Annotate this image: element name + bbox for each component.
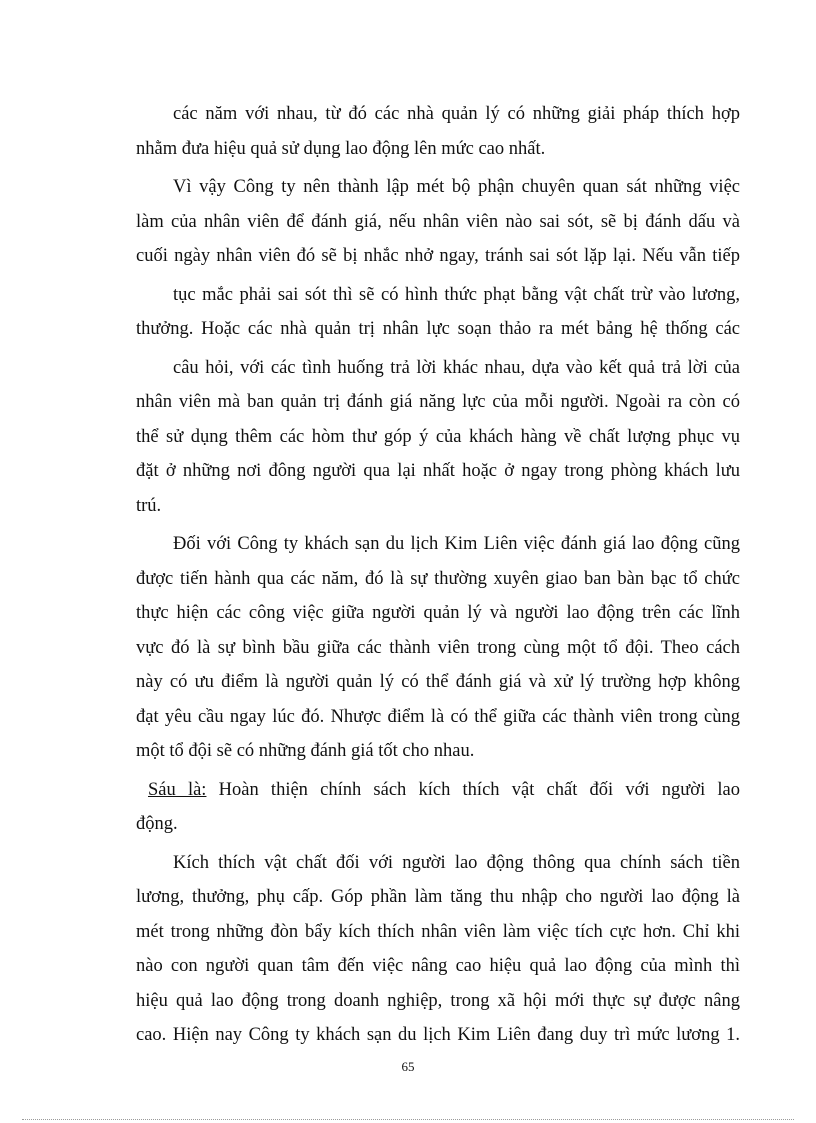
text-line: cuối ngày nhân viên đó sẽ bị nhắc nhở ngay, tránh sai sót lặp lại. Nếu vẫn tiếp <box>136 246 740 266</box>
text-line: lương, thưởng, phụ cấp. Góp phần làm tăng thu nhập cho người lao động là <box>136 887 740 907</box>
text-line: thể sử dụng thêm các hòm thư góp ý của khách hàng về chất lượng phục vụ <box>136 426 740 447</box>
text-line: làm của nhân viên để đánh giá, nếu nhân viên nào sai sót, sẽ bị đánh dấu và <box>136 211 740 232</box>
text-line: câu hỏi, với các tình huống trả lời khác nhau, dựa vào kết quả trả lời của <box>173 357 740 378</box>
text-line: nào con người quan tâm đến việc nâng cao hiệu quả lao động của mình thì <box>136 956 740 976</box>
page-number: 65 <box>401 1059 415 1074</box>
text-line: nhân viên mà ban quản trị đánh giá năng lực của mỗi người. Ngoài ra còn có <box>136 392 740 412</box>
text-line: hiệu quả lao động trong doanh nghiệp, trong xã hội mới thực sự được nâng <box>136 990 740 1011</box>
text-line: đặt ở những nơi đông người qua lại nhất hoặc ở ngay trong phòng khách lưu <box>136 461 740 481</box>
text-line: động. <box>136 814 178 834</box>
text-line: thực hiện các công việc giữa người quản lý và người lao động trên các lĩnh <box>136 603 740 623</box>
text-line: Kích thích vật chất đối với người lao động thông qua chính sách tiền <box>173 852 740 873</box>
footer-divider <box>22 1119 794 1120</box>
text-line: Vì vậy Công ty nên thành lập mét bộ phận chuyên quan sát những việc <box>173 177 740 197</box>
heading-line <box>136 773 740 808</box>
body-text <box>136 97 740 1053</box>
text-line: thưởng. Hoặc các nhà quản trị nhân lực soạn thảo ra mét bảng hệ thống các <box>136 319 740 339</box>
heading-label: Sáu là: <box>148 779 207 800</box>
text-line: được tiến hành qua các năm, đó là sự thường xuyên giao ban bàn bạc tổ chức <box>136 568 740 589</box>
text-line: đạt yêu cầu ngay lúc đó. Nhược điểm là có thể giữa các thành viên trong cùng <box>136 706 740 727</box>
text-line: cao. Hiện nay Công ty khách sạn du lịch Kim Liên đang duy trì mức lương 1. <box>136 1025 740 1045</box>
heading-text: Hoàn thiện chính sách kích thích vật chất đối với người lao <box>218 779 741 800</box>
text-line: một tổ đội sẽ có những đánh giá tốt cho nhau. <box>136 741 475 761</box>
text-line: này có ưu điểm là người quản lý có thể đánh giá và xử lý trường hợp không <box>136 672 740 692</box>
text-line: mét trong những đòn bẩy kích thích nhân viên làm việc tích cực hơn. Chỉ khi <box>136 921 740 942</box>
text-line: tục mắc phải sai sót thì sẽ có hình thức phạt bằng vật chất trừ vào lương, <box>173 284 740 305</box>
text-line: trú. <box>136 495 162 516</box>
text-line: Đối với Công ty khách sạn du lịch Kim Liên việc đánh giá lao động cũng <box>173 534 740 554</box>
text-line: vực đó là sự bình bầu giữa các thành viên trong cùng một tổ đội. Theo cách <box>136 637 740 658</box>
text-line: các năm với nhau, từ đó các nhà quản lý có những giải pháp thích hợp <box>173 104 740 124</box>
text-line: nhằm đưa hiệu quả sử dụng lao động lên mức cao nhất. <box>136 138 546 159</box>
